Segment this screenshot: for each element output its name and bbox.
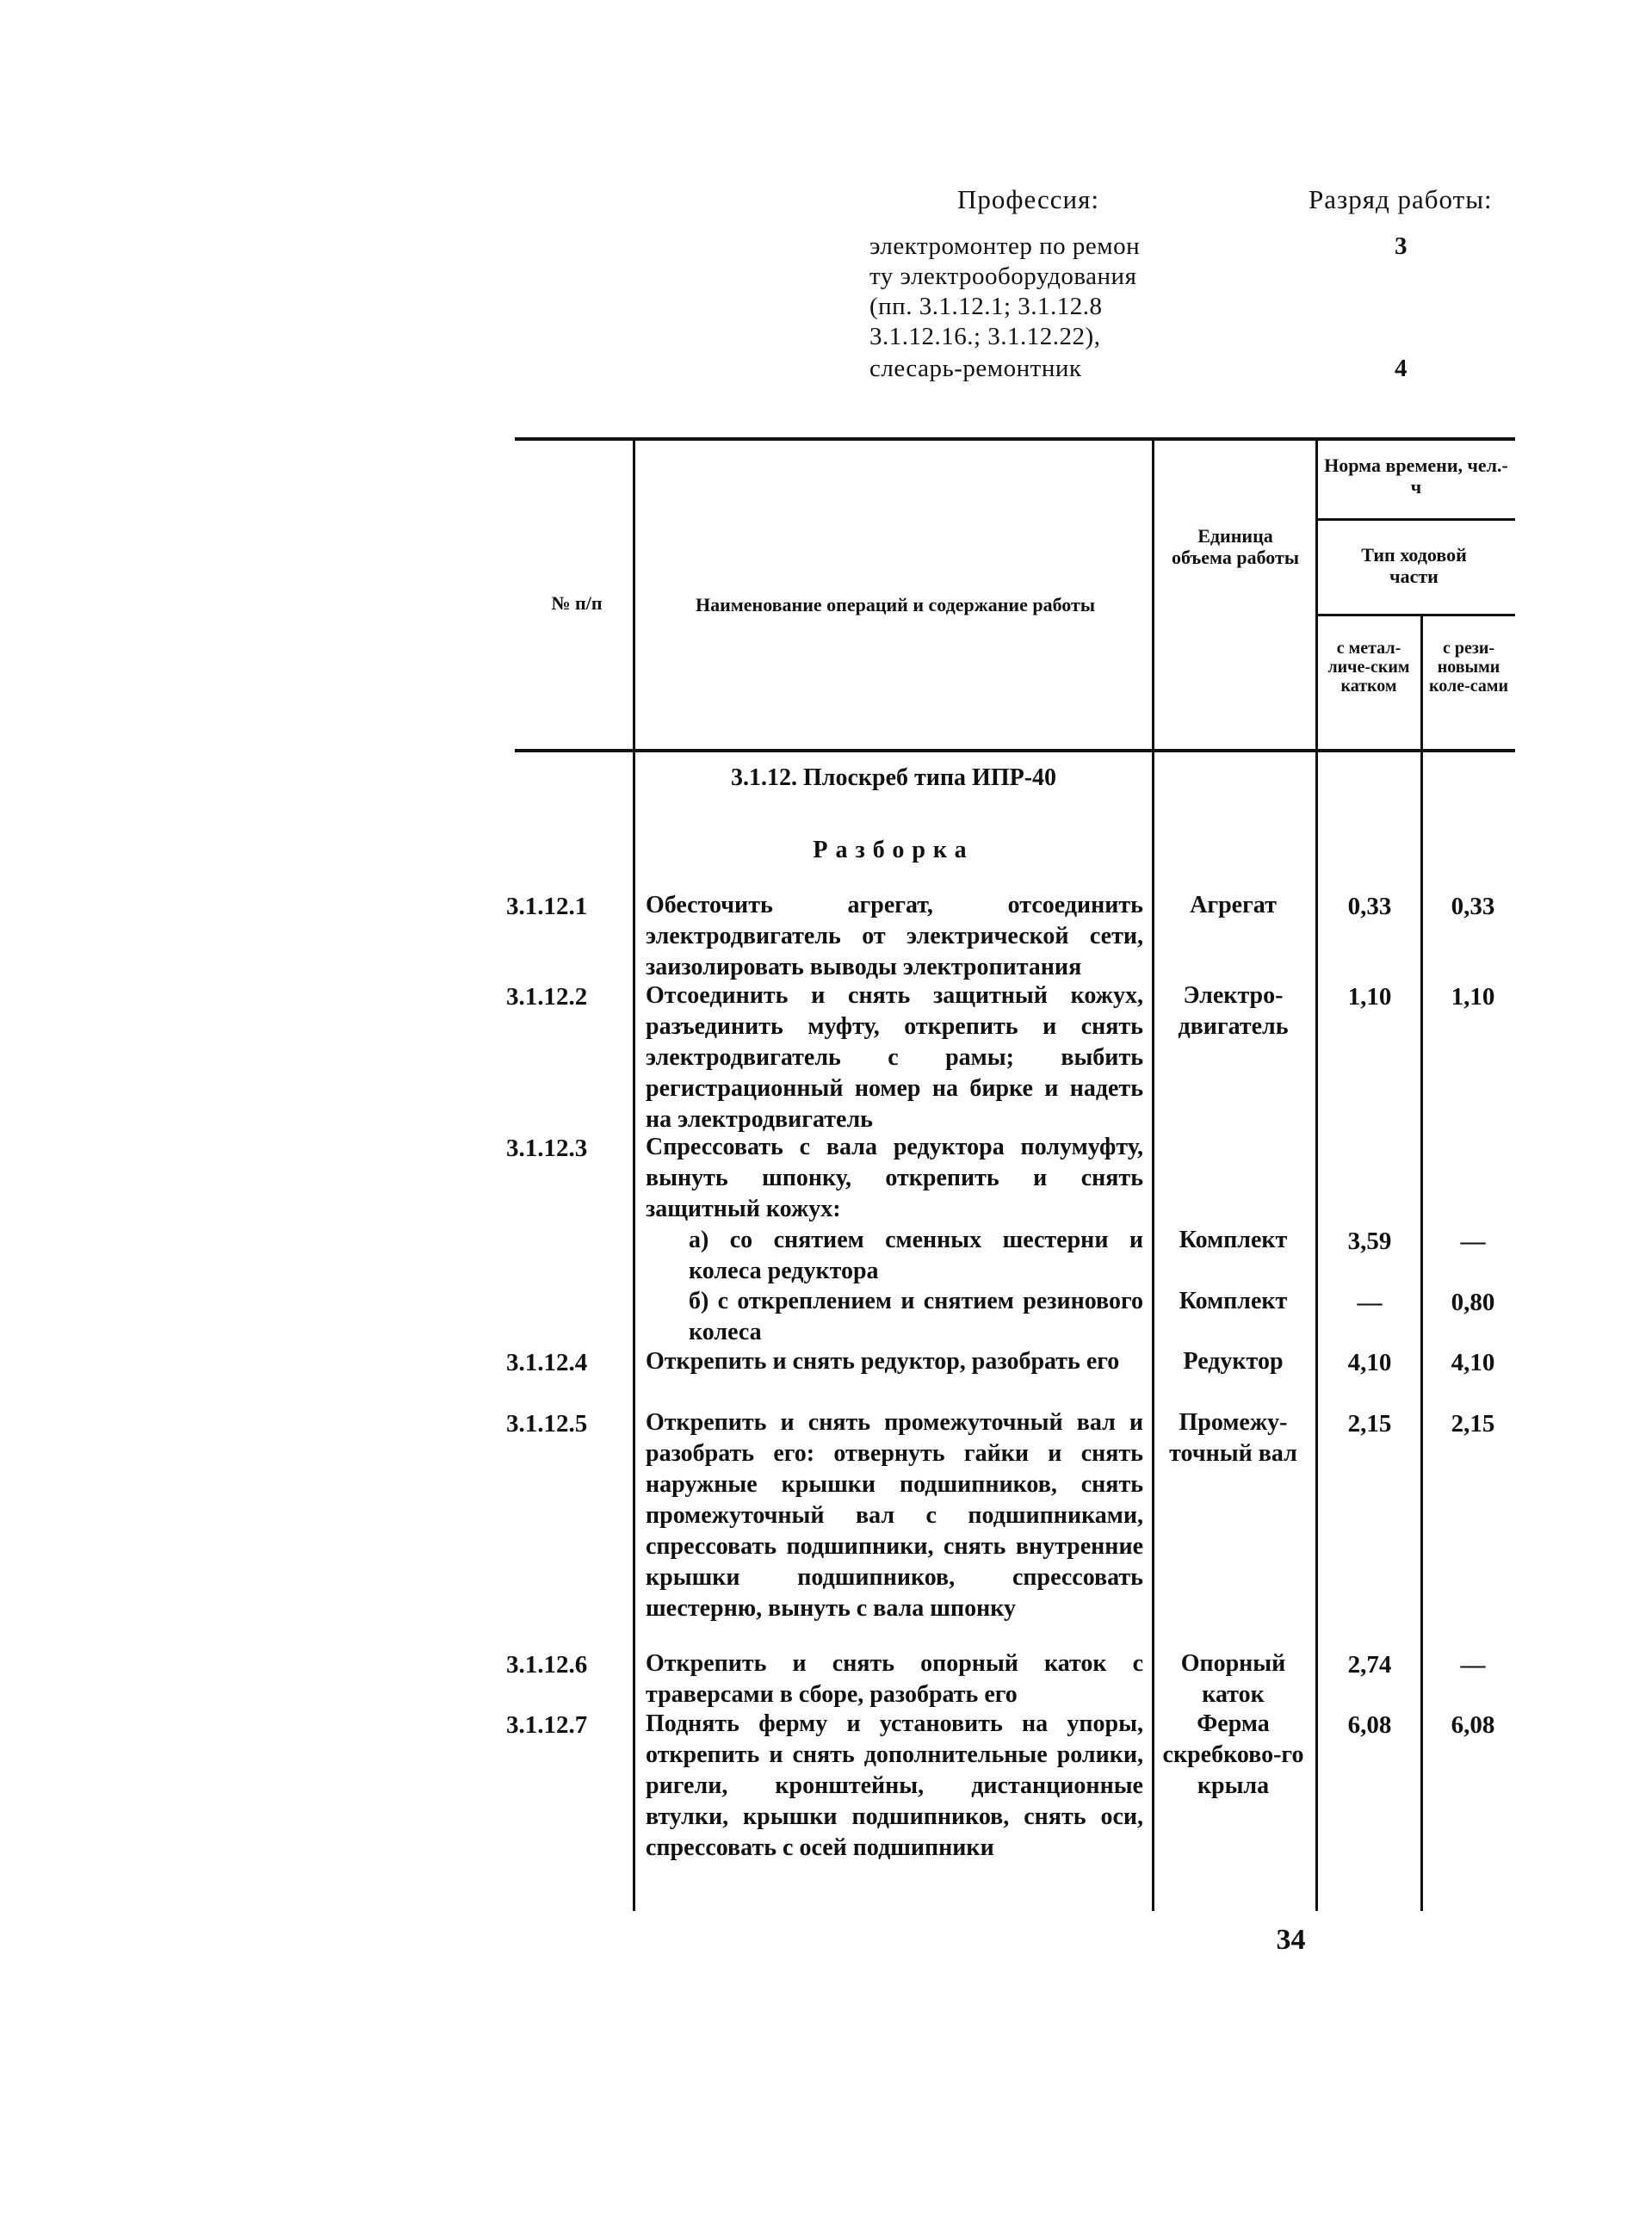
row-5-num: 3.1.12.5 xyxy=(506,1410,588,1438)
row-5-desc: Открепить и снять промежуточный вал и разобрать его: отвернуть гайки и снять наружные крышки подшипников, снять промежуточный вал с подшипниками, спрессовать подшипники, снять внутренние крышки подшипников, спрессовать шестерню, вынуть с вала шпонку xyxy=(646,1409,1143,1622)
row-4-num: 3.1.12.4 xyxy=(506,1349,588,1376)
row-6-num: 3.1.12.6 xyxy=(506,1651,588,1679)
section-subtitle: Разборка xyxy=(813,837,974,863)
row-6-rubber: — xyxy=(1460,1651,1486,1679)
header-col-num: № п/п xyxy=(551,592,603,614)
header-col-unit: Единица объема работы xyxy=(1171,525,1300,569)
row-2-num: 3.1.12.2 xyxy=(506,983,588,1011)
row-7-num: 3.1.12.7 xyxy=(506,1711,588,1739)
row-3a-metal: 3,59 xyxy=(1347,1227,1392,1255)
row-1-unit: Агрегат xyxy=(1190,892,1277,918)
col-divider-1 xyxy=(633,439,635,1911)
profession-line-5: слесарь-ремонтник xyxy=(869,355,1082,382)
row-1-num: 3.1.12.1 xyxy=(506,893,588,920)
table-header-bottom-rule xyxy=(515,749,1515,752)
row-2-desc: Отсоединить и снять защитный кожух, разъединить муфту, открепить и снять электродвигатель с рамы; выбить регистрационный номер на бирке и надеть на электродвигатель xyxy=(646,982,1143,1133)
row-1-desc: Обесточить агрегат, отсоединить электродвигатель от электрической сети, заизолировать выводы электропитания xyxy=(646,892,1143,980)
row-3-desc: Спрессовать с вала редуктора полумуфту, вынуть шпонку, открепить и снять защитный кожух: xyxy=(646,1134,1143,1222)
row-2-metal: 1,10 xyxy=(1347,983,1392,1011)
section-title: 3.1.12. Плоскреб типа ИПР-40 xyxy=(730,764,1057,791)
rank-value-1: 3 xyxy=(1395,232,1408,260)
header-col-rubber: с рези-новыми коле-сами xyxy=(1428,639,1509,696)
profession-line-2: ту электрооборудования xyxy=(869,263,1137,290)
row-7-desc: Поднять ферму и установить на упоры, открепить и снять дополнительные ролики, ригели, кронштейны, дистанционные втулки, крышки подшипников, снять оси, спрессовать с осей подшипники xyxy=(646,1710,1143,1861)
rank-value-2: 4 xyxy=(1395,355,1408,382)
header-col-norm: Норма времени, чел.-ч xyxy=(1324,455,1508,498)
row-3b-unit: Комплект xyxy=(1179,1288,1288,1314)
row-5-rubber: 2,15 xyxy=(1451,1410,1495,1438)
row-1-metal: 0,33 xyxy=(1347,893,1392,920)
header-col-type: Тип ходовой части xyxy=(1361,544,1467,588)
row-7-unit: Ферма скребково-го крыла xyxy=(1162,1710,1304,1799)
row-2-unit: Электро-двигатель xyxy=(1178,982,1289,1040)
row-3a-desc: а) со снятием сменных шестерни и колеса редуктора xyxy=(689,1227,1143,1284)
profession-line-1: электромонтер по ремон xyxy=(869,232,1141,260)
row-7-rubber: 6,08 xyxy=(1451,1711,1495,1739)
norm-header-rule xyxy=(1315,518,1515,521)
page-number: 34 xyxy=(1276,1924,1306,1956)
row-6-metal: 2,74 xyxy=(1347,1651,1392,1679)
header-col-metal: с метал-личе-ским катком xyxy=(1327,639,1410,696)
table-top-rule xyxy=(515,437,1515,441)
row-5-unit: Промежу-точный вал xyxy=(1169,1409,1297,1467)
row-4-unit: Редуктор xyxy=(1183,1348,1284,1375)
profession-line-4: 3.1.12.16.; 3.1.12.22), xyxy=(869,323,1101,350)
row-3-num: 3.1.12.3 xyxy=(506,1135,588,1162)
profession-line-3: (пп. 3.1.12.1; 3.1.12.8 xyxy=(869,293,1103,320)
row-4-rubber: 4,10 xyxy=(1451,1349,1495,1376)
rank-title: Разряд работы: xyxy=(1309,184,1493,214)
row-2-rubber: 1,10 xyxy=(1451,983,1495,1011)
row-4-desc: Открепить и снять редуктор, разобрать его xyxy=(646,1348,1120,1375)
row-3a-unit: Комплект xyxy=(1179,1227,1288,1253)
row-7-metal: 6,08 xyxy=(1347,1711,1392,1739)
row-6-unit: Опорный каток xyxy=(1180,1650,1286,1708)
profession-title: Профессия: xyxy=(957,184,1099,214)
type-header-rule xyxy=(1315,614,1515,616)
col-divider-3 xyxy=(1315,439,1318,1911)
row-6-desc: Открепить и снять опорный каток с траверсами в сборе, разобрать его xyxy=(646,1650,1143,1708)
row-5-metal: 2,15 xyxy=(1347,1410,1392,1438)
row-3a-rubber: — xyxy=(1460,1227,1486,1255)
header-col-name: Наименование операций и содержание работы xyxy=(695,594,1095,615)
row-3b-desc: б) с откреплением и снятием резинового колеса xyxy=(689,1288,1143,1345)
row-1-rubber: 0,33 xyxy=(1451,893,1495,920)
row-3b-metal: — xyxy=(1357,1289,1383,1316)
row-4-metal: 4,10 xyxy=(1347,1349,1392,1376)
row-3b-rubber: 0,80 xyxy=(1451,1289,1495,1316)
